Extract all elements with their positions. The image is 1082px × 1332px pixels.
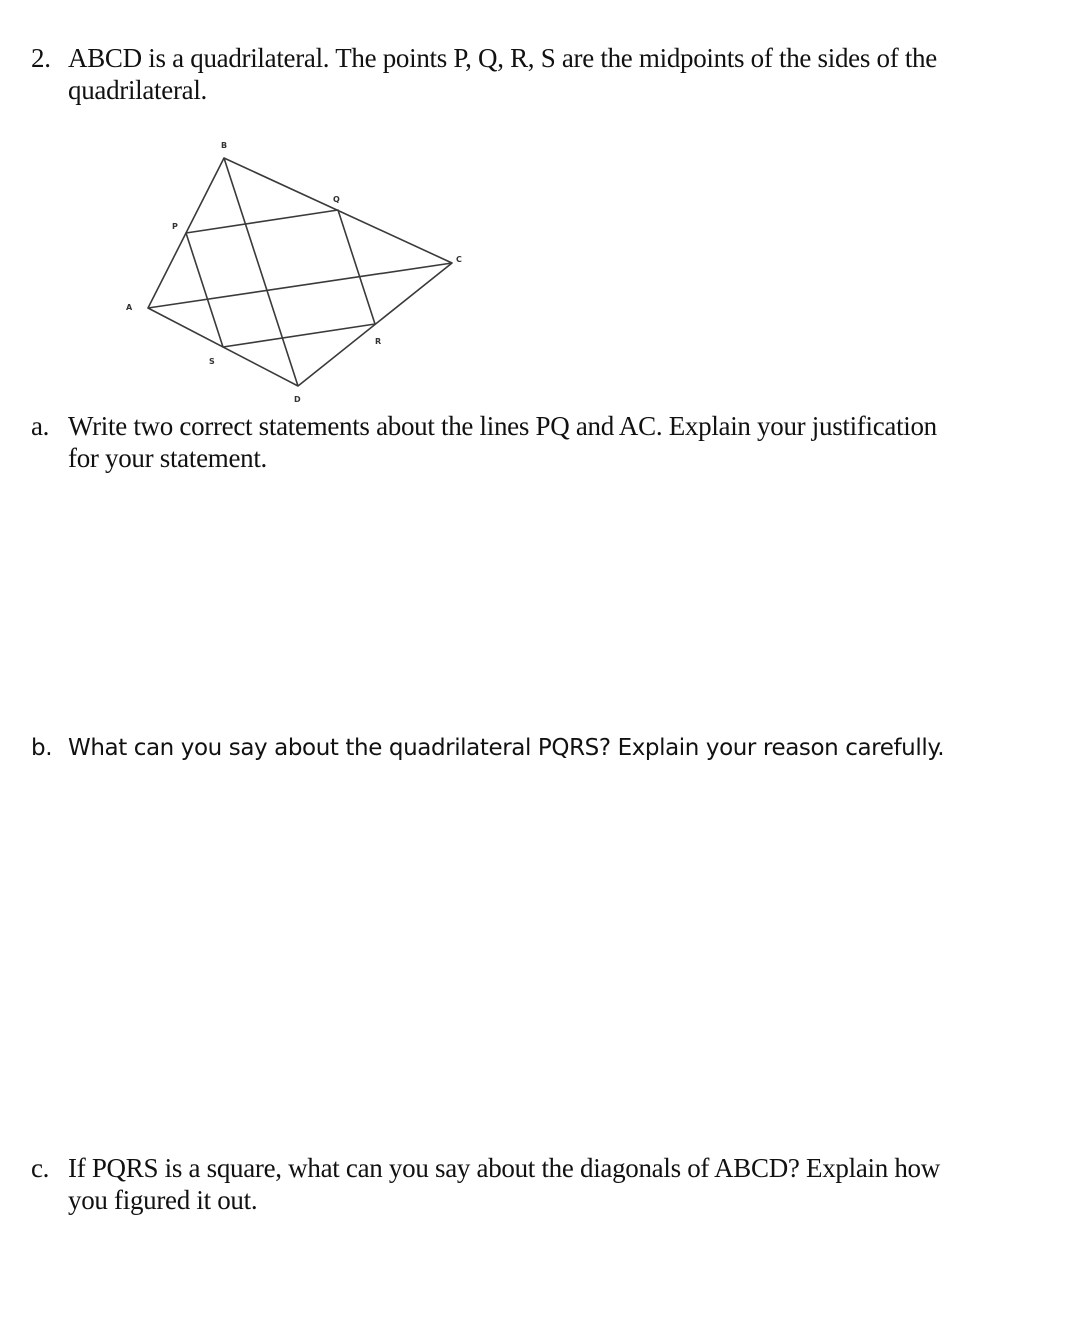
question-c-line-1: If PQRS is a square, what can you say about the diagonals of ABCD? Explain how (68, 1153, 940, 1183)
diagonal-bd (224, 158, 298, 386)
label-d: D (294, 395, 301, 404)
label-s: S (209, 357, 215, 366)
question-c-marker: c. (31, 1153, 50, 1183)
diagonal-ac (148, 263, 452, 308)
question-b-line-1: What can you say about the quadrilateral PQRS? Explain your reason carefully. (68, 735, 945, 761)
label-r: R (375, 337, 382, 346)
question-a-marker: a. (31, 411, 50, 441)
quadrilateral-figure (110, 125, 480, 410)
question-a-line-2: for your statement. (68, 443, 267, 473)
label-c: C (456, 255, 462, 264)
problem-number: 2. (31, 43, 51, 73)
problem-intro-line-1: ABCD is a quadrilateral. The points P, Q, R, S are the midpoints of the sides of the (68, 43, 937, 73)
question-c-line-2: you figured it out. (68, 1185, 258, 1215)
question-b-marker: b. (31, 735, 53, 761)
problem-intro-line-2: quadrilateral. (68, 75, 207, 105)
quadrilateral-abcd (148, 158, 452, 386)
label-a: A (126, 303, 133, 312)
question-a-line-1: Write two correct statements about the lines PQ and AC. Explain your justification (68, 411, 937, 441)
label-q: Q (333, 195, 340, 204)
label-b: B (221, 141, 228, 150)
label-p: P (172, 222, 178, 231)
